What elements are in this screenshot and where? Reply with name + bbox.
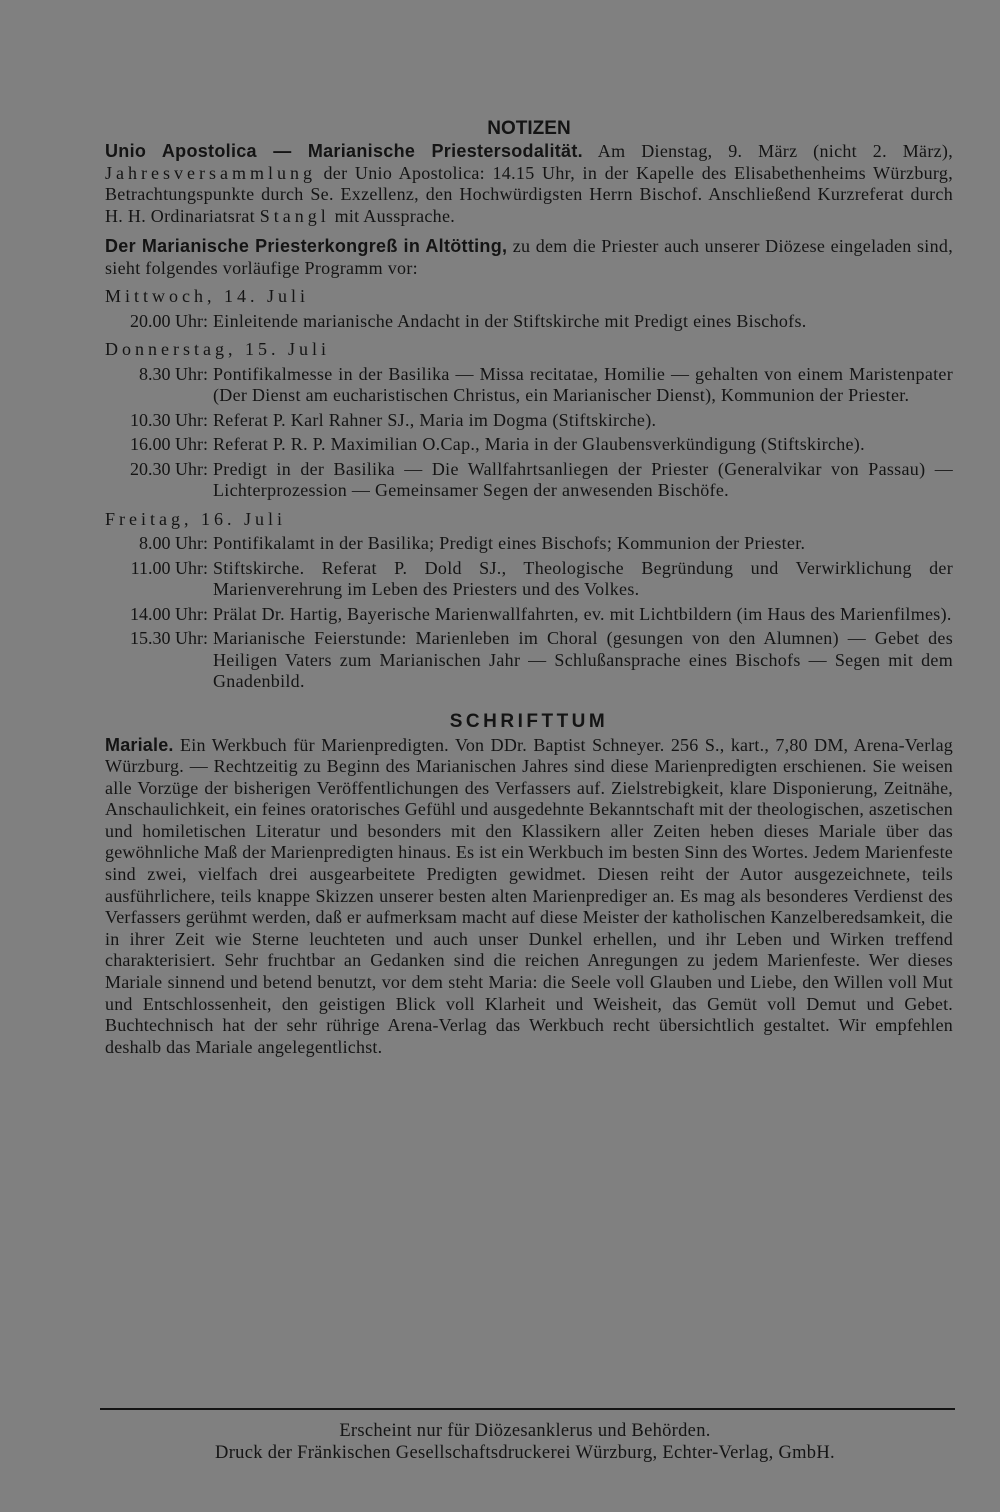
program-entry <box>105 533 953 555</box>
unio-text-2: der Unio Apostolica: 14.15 Uhr, in der Kapelle des Elisabethenheims Würzburg, Betrachtungspunkte durch Se. Exzellenz, den Hochwürdigsten Herrn Bischof. Anschließend Kurzreferat durch H. H. Ordinariatsrat <box>105 162 953 226</box>
review-lead: Mariale. <box>105 734 174 755</box>
spacer <box>105 227 953 236</box>
program-schedule <box>105 286 953 693</box>
program-entry-text: Referat P. Karl Rahner SJ., Maria im Dogma (Stiftskirche). <box>213 409 657 430</box>
program-entry-text: Predigt in der Basilika — Die Wallfahrtsanliegen der Priester (Generalvikar von Passau) — Lichterprozession — Gemeinsamer Segen der anwesenden Bischöfe. <box>213 458 953 500</box>
program-entry-time: 11.00 Uhr: <box>130 557 208 578</box>
footer <box>60 1420 990 1464</box>
program-entry <box>105 410 953 432</box>
program-day-label: Freitag, 16. Juli <box>105 508 286 529</box>
program-entry-text: Pontifikalamt in der Basilika; Predigt eines Bischofs; Kommunion der Priester. <box>213 533 806 553</box>
footer-line-1: Erscheint nur für Diözesanklerus und Behörden. <box>339 1421 711 1441</box>
program-entry-time: 8.30 Uhr: <box>139 363 208 384</box>
program-entry-text: Prälat Dr. Hartig, Bayerische Marienwallfahrten, ev. mit Lichtbildern (im Haus des Marienfilmes). <box>213 603 952 624</box>
kongress-lead: Der Marianische Priesterkongreß in Altötting, <box>105 236 508 256</box>
footer-line-2: Druck der Fränkischen Gesellschaftsdruckerei Würzburg, Echter-Verlag, GmbH. <box>215 1443 835 1463</box>
program-entry-time: 20.30 Uhr: <box>130 458 208 479</box>
program-entry-time: 8.00 Uhr: <box>139 533 208 553</box>
review-text: Ein Werkbuch für Marienpredigten. Von DDr. Baptist Schneyer. 256 S., kart., 7,80 DM, Arena-Verlag Würzburg. — Rechtzeitig zu Beginn des Marianischen Jahres sind diese Marienpredigten erschienen. Sie weisen alle Vorzüge der bisherigen Veröffentlichungen des Verfassers auf. Zielstrebigkeit, klare Disponierung, Zeitnähe, Anschaulichkeit, ein feines oratorisches Gefühl und ausgedehnte Bekanntschaft mit der theologischen, aszetischen und homiletischen Literatur und besonders mit den Klassikern aller Zeiten heben dieses Mariale über das gewöhnliche Maß der Marienpredigten hinaus. Es ist ein Werkbuch im besten Sinn des Wortes. Jedem Marienfeste sind zwei, vielfach drei ausgearbeitete Predigten gewidmet. Diesen reiht der Autor ausgezeichnete, teils ausführlichere, teils knappe Skizzen unserer besten alten Marienprediger an. Es mag als besonderes Verdienst des Verfassers gerühmt werden, daß er aufmerksam macht auf diese Meister der katholischen Kanzelberedsamkeit, die in ihrer Zeit wie Sterne leuchteten und auch unser Dunkel erhellen, und ihr Leben und Wirken treffend charakterisiert. Sehr fruchtbar an Gedanken sind die reichen Anregungen zu jedem Marienfeste. Wer dieses Mariale sinnend und betend benutzt, vor dem steht Maria: die Seele voll Glauben und Liebe, den Willen voll Mut und Entschlossenheit, den geistigen Blick voll Klarheit und Weisheit, das Gemüt voll Demut und Gebet. Buchtechnisch hat der sehr rührige Arena-Verlag das Werkbuch recht übersichtlich gestaltet. Wir empfehlen deshalb das Mariale angelegentlichst. <box>105 734 953 1057</box>
kongress-text: zu dem die Priester auch unserer Diözese eingeladen sind, sieht folgendes vorläufige Programm vor: <box>105 236 953 278</box>
program-entry-text: Pontifikalmesse in der Basilika — Missa recitatae, Homilie — gehalten von einem Maristenpater (Der Dienst am eucharistischen Christus, ein Marianischer Dienst), Kommunion der Priester. <box>213 363 953 405</box>
program-entry <box>105 311 953 333</box>
program-entry <box>105 459 953 502</box>
program-entry-time: 15.30 Uhr: <box>130 628 208 648</box>
program-entry-text: Einleitende marianische Andacht in der Stiftskirche mit Predigt eines Bischofs. <box>213 310 807 331</box>
program-entry <box>105 604 953 626</box>
program-entry <box>105 434 953 456</box>
unio-text-3: mit Aussprache. <box>329 205 456 226</box>
footer-divider <box>100 1408 955 1410</box>
program-entry-text: Stiftskirche. Referat P. Dold SJ., Theologische Begründung und Verwirklichung der Marienverehrung im Leben des Priesters und des Volkes. <box>213 557 953 599</box>
program-entry-time: 14.00 Uhr: <box>130 603 208 624</box>
unio-lead: Unio Apostolica — Marianische Priestersodalität. <box>105 141 583 161</box>
program-entry-time: 16.00 Uhr: <box>130 434 208 454</box>
unio-text-1: Am Dienstag, 9. März (nicht 2. März), <box>582 141 954 161</box>
book-review <box>105 735 953 1059</box>
schrifttum-heading: SCHRIFTTUM <box>449 710 609 732</box>
page-content <box>105 118 953 1058</box>
program-day-label: Mittwoch, 14. Juli <box>105 286 310 306</box>
program-entry <box>105 628 953 693</box>
program-entry <box>105 558 953 601</box>
notizen-heading: NOTIZEN <box>487 118 571 139</box>
program-entry-time: 10.30 Uhr: <box>130 409 208 430</box>
program-entry-text: Marianische Feierstunde: Marienleben im Choral (gesungen von den Alumnen) — Gebet des Heiligen Vaters zum Marianischen Jahr — Schlußansprache eines Bischofs — Segen mit dem Gnadenbild. <box>213 628 953 691</box>
unio-apostolica-notice <box>105 141 953 227</box>
program-entry-text: Referat P. R. P. Maximilian O.Cap., Maria in der Glaubensverkündigung (Stiftskirche). <box>213 434 865 454</box>
unio-spaced-word: Jahresversammlung <box>105 162 316 183</box>
kongress-notice <box>105 236 953 279</box>
unio-name: Stangl <box>259 205 330 226</box>
program-entry <box>105 364 953 407</box>
program-day-label: Donnerstag, 15. Juli <box>105 339 330 359</box>
program-entry-time: 20.00 Uhr: <box>130 310 208 331</box>
